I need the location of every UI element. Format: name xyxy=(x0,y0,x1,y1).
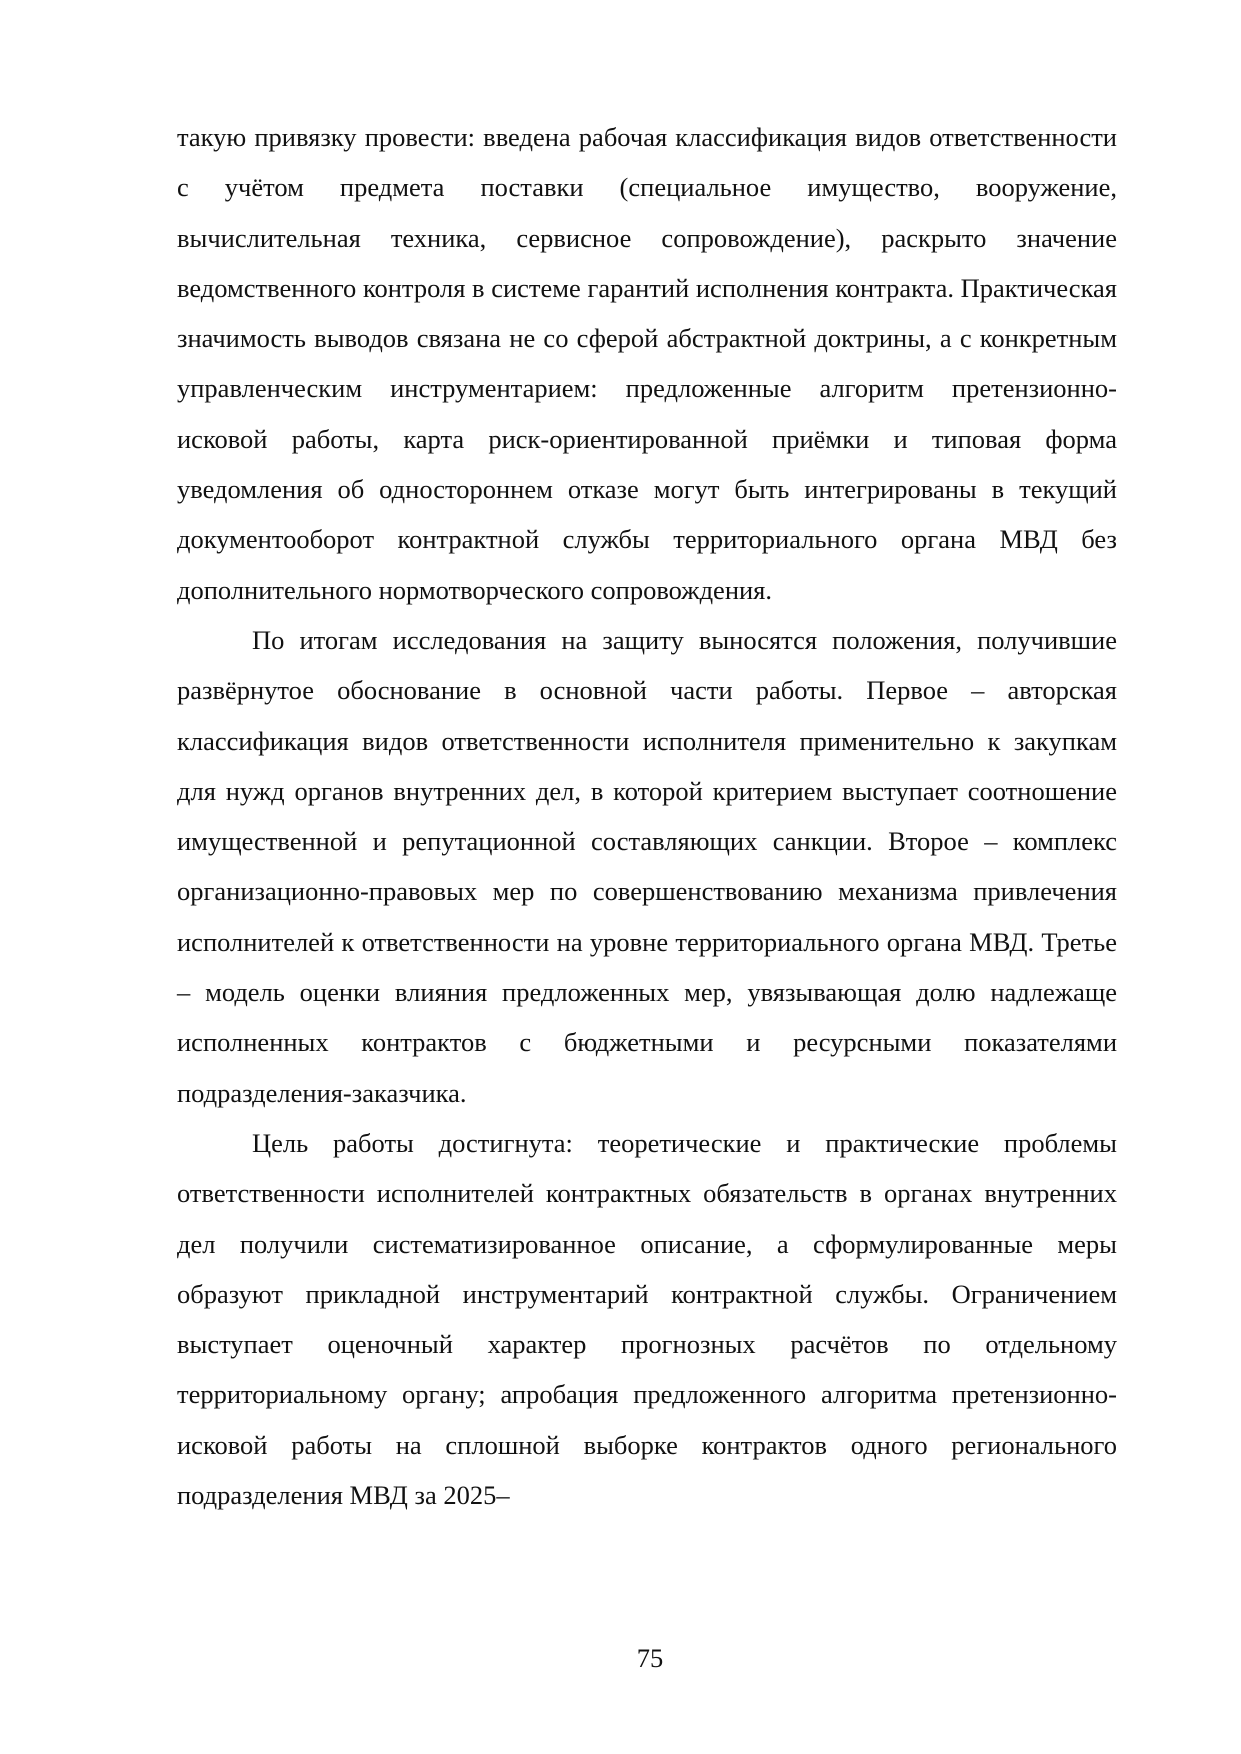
paragraph-continuation: такую привязку провести: введена рабочая классификация видов ответственности с учётом предмета поставки (специальное имущество, вооружение, вычислительная техника, сервисное сопровождение), раскрыто значение ведомственного контроля в системе гарантий исполнения контракта. Практическая значимость выводов связана не со сферой абстрактной доктрины, а с конкретным управленческим инструментарием: предложенные алгоритм претензионно-исковой работы, карта риск-ориентированной приёмки и типовая форма уведомления об одностороннем отказе могут быть интегрированы в текущий документооборот контрактной службы территориального органа МВД без дополнительного нормотворческого сопровождения. xyxy=(177,122,1117,605)
paragraph-conclusion: Цель работы достигнута: теоретические и практические проблемы ответственности исполнителей контрактных обязательств в органах внутренних дел получили систематизированное описание, а сформулированные меры образуют прикладной инструментарий контрактной службы. Ограничением выступает оценочный характер прогнозных расчётов по отдельному территориальному органу; апробация предложенного алгоритма претензионно-исковой работы на сплошной выборке контрактов одного регионального подразделения МВД за 2025– xyxy=(177,1127,1117,1511)
page-number: 75 xyxy=(636,1643,664,1673)
body-text xyxy=(177,112,1117,1520)
paragraph-defense-provisions: По итогам исследования на защиту выносятся положения, получившие развёрнутое обоснование в основной части работы. Первое – авторская классификация видов ответственности исполнителя применительно к закупкам для нужд органов внутренних дел, в которой критерием выступает соотношение имущественной и репутационной составляющих санкции. Второе – комплекс организационно-правовых мер по совершенствованию механизма привлечения исполнителей к ответственности на уровне территориального органа МВД. Третье – модель оценки влияния предложенных мер, увязывающая долю надлежаще исполненных контрактов с бюджетными и ресурсными показателями подразделения-заказчика. xyxy=(177,624,1117,1108)
